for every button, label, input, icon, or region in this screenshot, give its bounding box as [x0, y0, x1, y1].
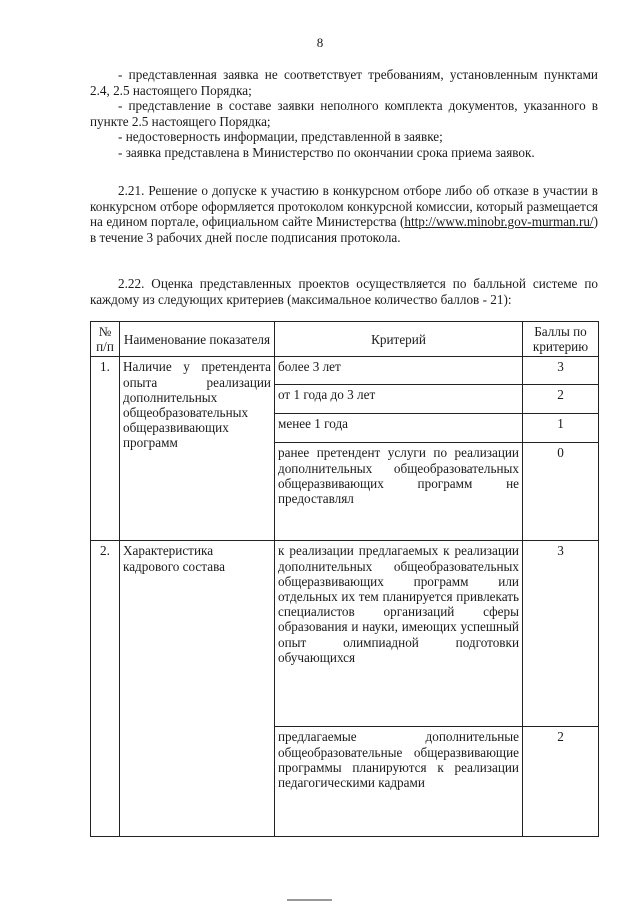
row-num: 1. [91, 357, 120, 541]
paragraph-reason-requirements: - представленная заявка не соответствует требованиям, установленным пунктами 2.4, 2.5 настоящего Порядка; [90, 67, 598, 98]
criterion-text: более 3 лет [275, 357, 523, 385]
paragraph-2-21-text-a: 2.21. Решение о допуске к участию в конкурсном отборе либо об отказе в участии в конкурсном отборе оформляется протоколом конкурсной комиссии, который размещается на едином портале, официальном сайте Министерства ( [90, 183, 598, 230]
criterion-text: менее 1 года [275, 414, 523, 443]
table-row [91, 357, 599, 385]
paragraph-reason-deadline: - заявка представлена в Министерство по окончании срока приема заявок. [118, 145, 535, 160]
paragraph-reason-incomplete: - представление в составе заявки неполного комплекта документов, указанного в пункте 2.5 настоящего Порядка; [90, 98, 598, 129]
row-name: Наличие у претендента опыта реализации дополнительных общеобразовательных общеразвивающих программ [120, 357, 275, 541]
criterion-score: 3 [523, 357, 599, 385]
criterion-score: 0 [523, 443, 599, 541]
header-num: № п/п [91, 322, 120, 357]
criterion-score: 1 [523, 414, 599, 443]
paragraph-reason-unreliable: - недостоверность информации, представленной в заявке; [118, 129, 443, 144]
criteria-table [90, 321, 599, 837]
criterion-text: предлагаемые дополнительные общеобразовательные общеразвивающие программы планируются к реализации педагогическими кадрами [275, 727, 523, 837]
criterion-score: 3 [523, 541, 599, 727]
row-num: 2. [91, 541, 120, 837]
paragraph-2-21-text-b: ) в течение 3 рабочих дней после подписания протокола. [90, 214, 598, 245]
criterion-text: ранее претендент услуги по реализации дополнительных общеобразовательных общеразвивающих программ не предоставлял [275, 443, 523, 541]
header-score: Баллы по критерию [523, 322, 599, 357]
scan-artifact [287, 899, 332, 901]
table-header-row [91, 322, 599, 357]
table-row [91, 541, 599, 727]
header-name: Наименование показателя [120, 322, 275, 357]
row-name: Характеристика кадрового состава [120, 541, 275, 837]
paragraph-2-22: 2.22. Оценка представленных проектов осуществляется по балльной системе по каждому из следующих критериев (максимальное количество баллов - 21): [90, 276, 598, 307]
paragraph-2-21 [90, 183, 598, 245]
criterion-text: от 1 года до 3 лет [275, 385, 523, 414]
criterion-score: 2 [523, 727, 599, 837]
ministry-website-link[interactable]: http://www.minobr.gov-murman.ru/ [404, 214, 594, 230]
criterion-score: 2 [523, 385, 599, 414]
criterion-text: к реализации предлагаемых к реализации дополнительных общеобразовательных общеразвивающих программ или отдельных их тем планируется привлекать специалистов организаций сферы образования и науки, имеющих успешный опыт олимпиадной подготовки обучающихся [275, 541, 523, 727]
page-number: 8 [316, 35, 324, 50]
header-criterion: Критерий [275, 322, 523, 357]
